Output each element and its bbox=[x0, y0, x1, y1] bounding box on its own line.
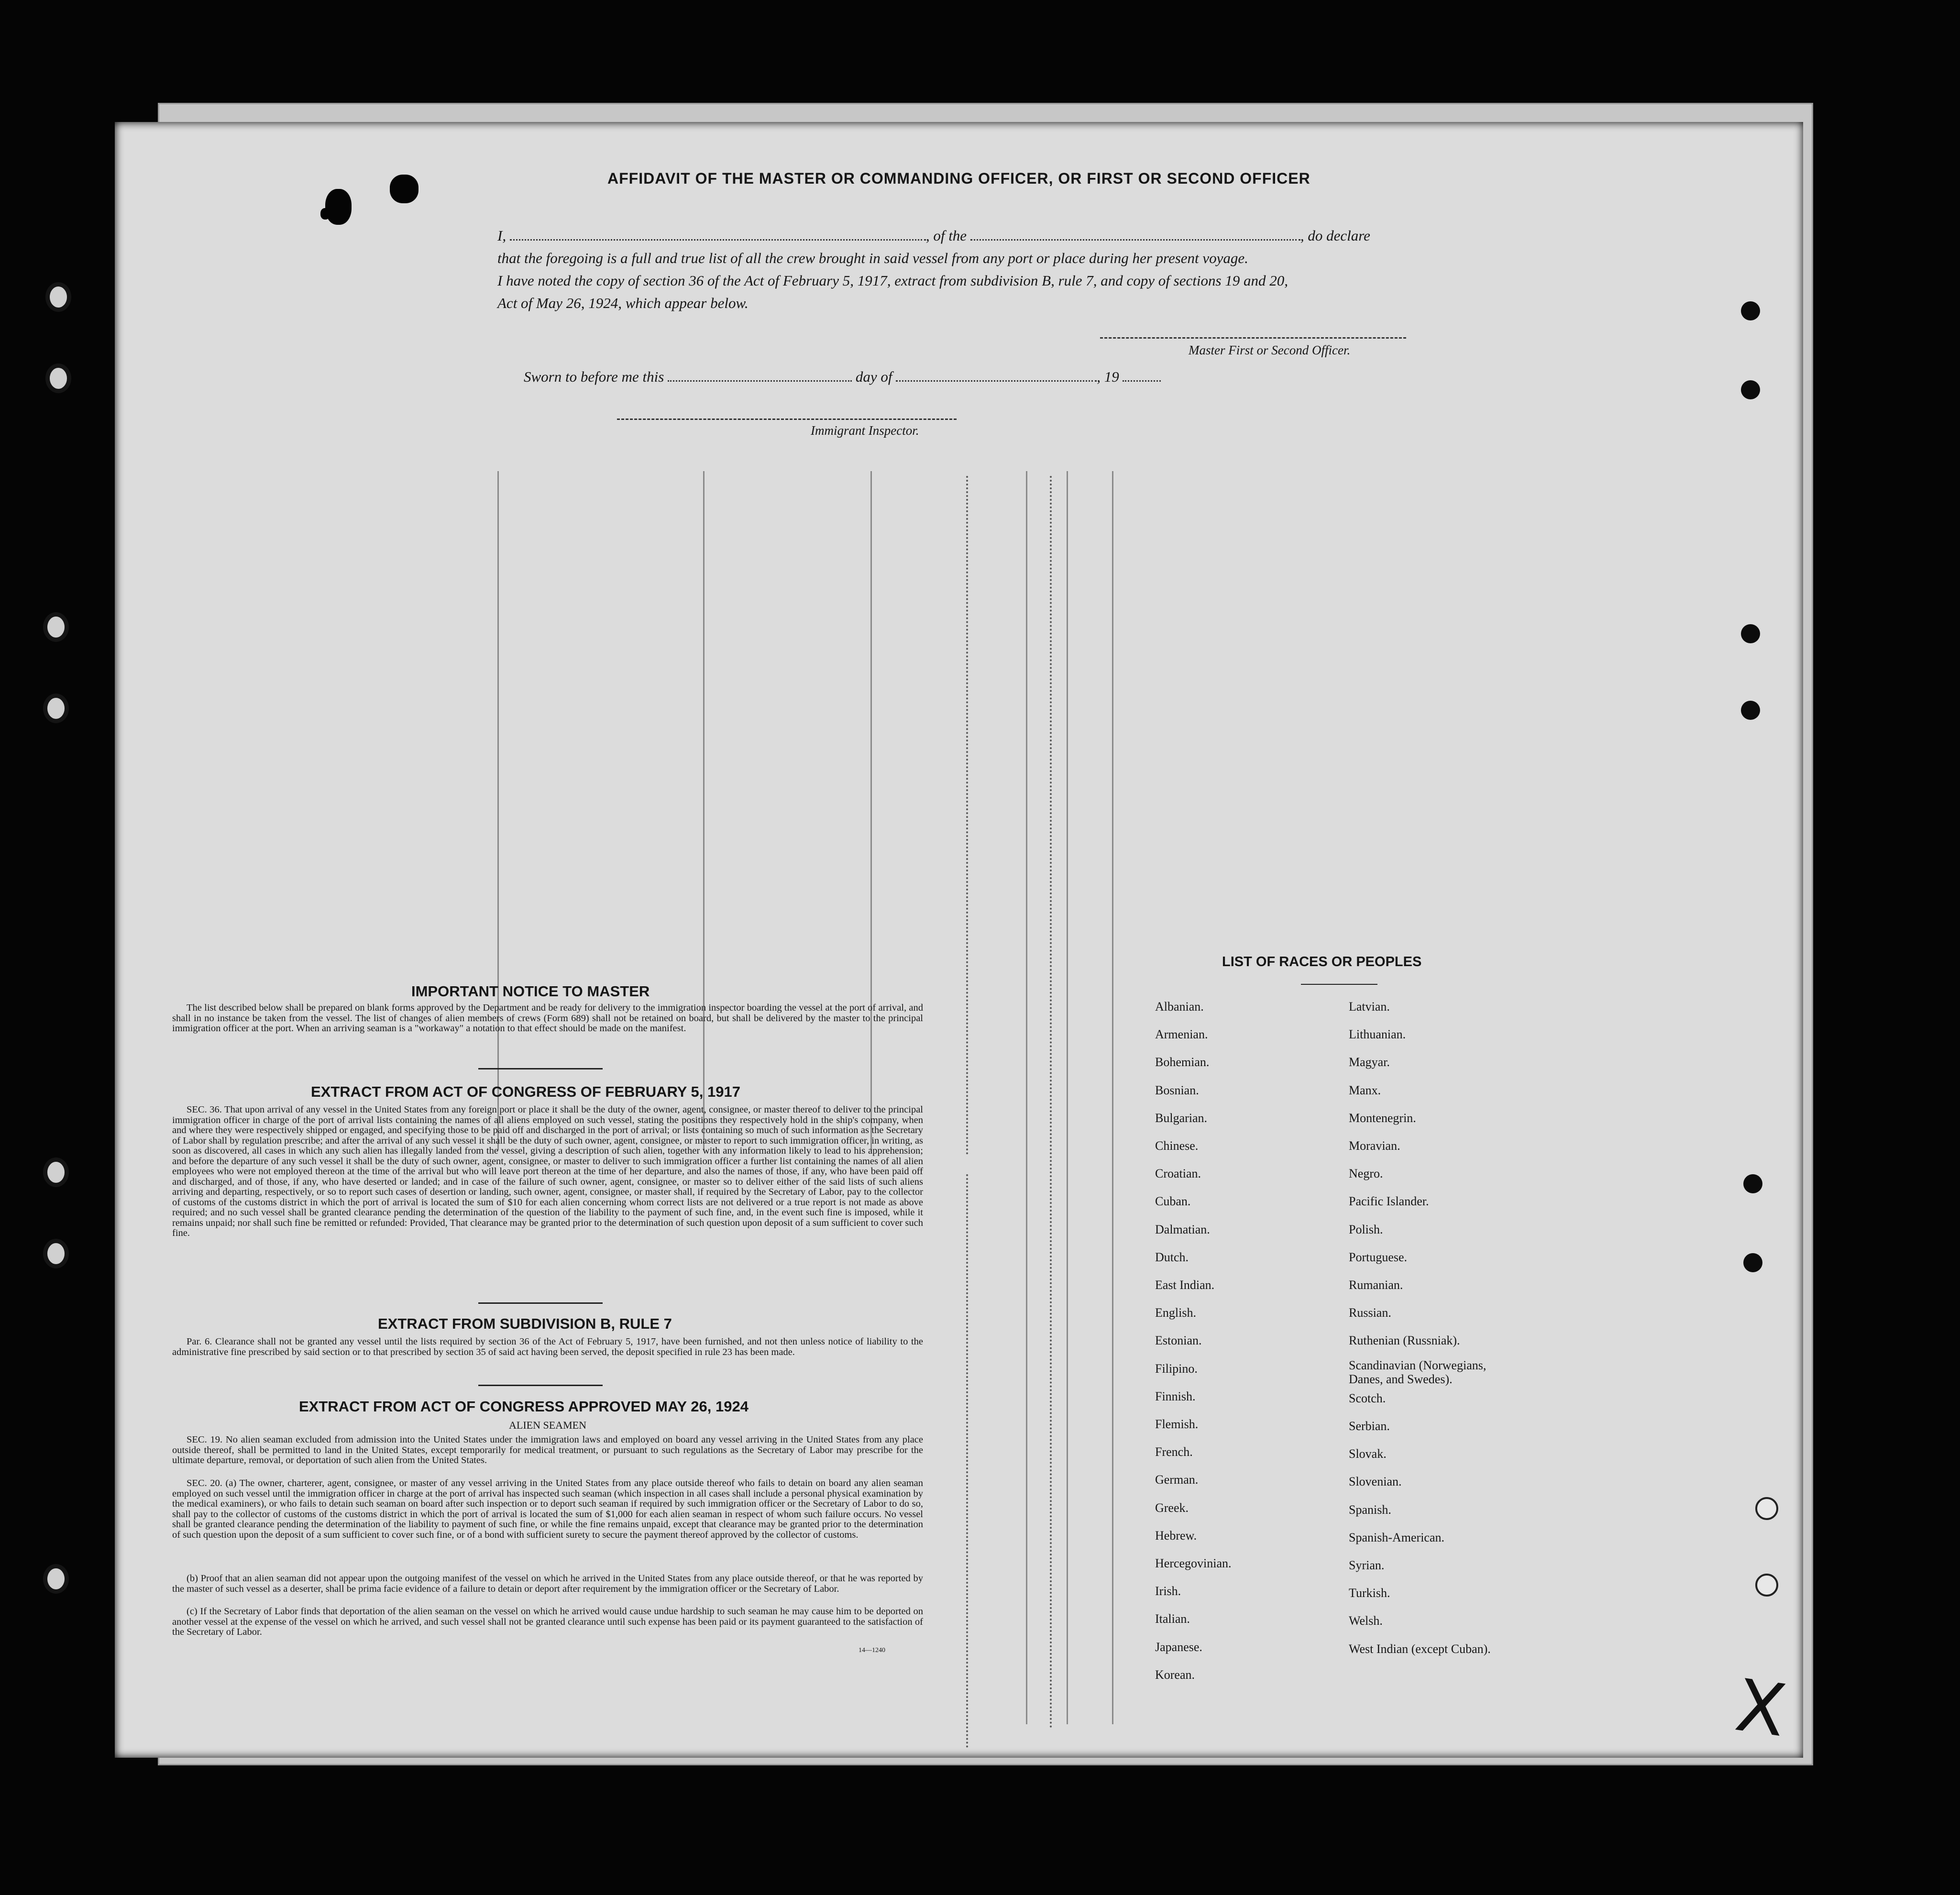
ink-blot bbox=[404, 179, 410, 185]
punch-hole bbox=[1743, 1253, 1762, 1272]
affidavit-line-3: I have noted the copy of section 36 of the Act of February 5, 1917, extract from subdivision B, rule 7, and copy of sections 19 and 20, bbox=[497, 272, 1288, 289]
punch-hole bbox=[1741, 701, 1760, 720]
race-item: Bulgarian. bbox=[1155, 1111, 1208, 1125]
race-item: French. bbox=[1155, 1445, 1193, 1459]
extract-1917-text: SEC. 36. That upon arrival of any vessel in the United States from any foreign port or place it shall be the duty of the owner, agent, consignee, or master thereof to deliver to the principal immigration officer in charge of the port of arrival lists containing the names of all aliens employed on such vessel, stating the positions they respectively hold in the ship's company, when and where they were respectively shipped or engaged, and specifying those to be paid off and discharged in the port of arrival; or lists containing so much of such information as the Secretary of Labor shall by regulation prescribe; and after the arrival of any such vessel it shall be the duty of such owner, agent, consignee, or master to report to such immigration officer, in writing, as soon as discovered, all cases in which any such alien has illegally landed from the vessel, giving a description of such alien, together with any information likely to lead to his apprehension; and before the departure of any such vessel it shall be the duty of such owner, agent, consignee, or master to deliver to such immigration officer a further list containing the names of all alien employees who were not employed thereon at the time of the arrival but who will leave port thereon at the time of her departure, and also the names of those, if any, who have been paid off and discharged, and of those, if any, who have deserted or landed; and in case of the failure of such owner, agent, consignee, or master so to deliver either of the said lists of such aliens arriving and departing, respectively, or so to report such cases of desertion or landing, such owner, agent, consignee, or master shall, if required by the Secretary of Labor, pay to the collector of customs of the customs district in which the port of arrival is located the sum of $10 for each alien concerning whom correct lists are not delivered or a true report is not made as above required; and no such vessel shall be granted clearance pending the determination of the question of the liability to the payment of such fine, and, in the event such fine is imposed, while it remains unpaid; nor shall such fine be remitted or refunded: Provided, That clearance may be granted prior to the determination of such question upon deposit of a sum sufficient to cover such fine. bbox=[172, 1104, 923, 1238]
sec20b-text: (b) Proof that an alien seaman did not appear upon the outgoing manifest of the vessel on which he arrived in the United States from any place outside thereof, or that he was reported by the master of such vessel as a deserter, shall be prima facie evidence of a failure to detain or deport after requirement by the immigration officer or the Secretary of Labor. bbox=[172, 1573, 923, 1594]
race-item: Turkish. bbox=[1349, 1586, 1390, 1600]
sworn-day-blank[interactable] bbox=[668, 380, 852, 382]
race-item: Serbian. bbox=[1349, 1419, 1390, 1433]
punch-hole bbox=[1741, 624, 1760, 643]
race-item: Armenian. bbox=[1155, 1027, 1208, 1042]
race-item: Spanish-American. bbox=[1349, 1530, 1445, 1544]
race-item: Dutch. bbox=[1155, 1250, 1189, 1264]
sworn-label: Sworn to before me this bbox=[524, 368, 664, 385]
race-item: Spanish. bbox=[1349, 1502, 1391, 1517]
race-item: Pacific Islander. bbox=[1349, 1194, 1429, 1209]
ink-blot bbox=[320, 208, 330, 220]
extract-rule7-text: Par. 6. Clearance shall not be granted any vessel until the lists required by section 36 of the Act of February 5, 1917, have been furnished, and not then unless notice of liability to the administrative fine prescribed by said section or to that prescribed by section 35 of said act having been served, the deposit specified in rule 23 has been made. bbox=[172, 1336, 923, 1357]
punch-hole bbox=[1741, 380, 1760, 399]
race-item: Hebrew. bbox=[1155, 1528, 1197, 1542]
inspector-signature-line[interactable] bbox=[617, 419, 957, 420]
sworn-year-blank[interactable] bbox=[1123, 380, 1161, 382]
race-item: Croatian. bbox=[1155, 1167, 1201, 1181]
race-item: Portuguese. bbox=[1349, 1250, 1408, 1264]
punch-hole bbox=[1743, 1174, 1762, 1193]
races-heading: LIST OF RACES OR PEOPLES bbox=[1222, 954, 1422, 970]
race-item: Albanian. bbox=[1155, 1000, 1204, 1014]
race-item: Flemish. bbox=[1155, 1417, 1199, 1431]
day-of-label: day of bbox=[855, 368, 892, 385]
section-divider bbox=[478, 1385, 603, 1386]
sec20c-text: (c) If the Secretary of Labor finds that deportation of the alien seaman on the vessel on which he arrived would cause undue hardship to such seaman he may cause him to be deported on another vessel at the expense of the vessel on which he arrived, and such vessel shall not be granted clearance until such expense has been paid or its payment guaranteed to the satisfaction of the Secretary of Labor. bbox=[172, 1606, 923, 1637]
race-item: Lithuanian. bbox=[1349, 1027, 1406, 1042]
of-the-label: , of the bbox=[925, 227, 967, 244]
race-item: English. bbox=[1155, 1306, 1196, 1320]
notice-text: The list described below shall be prepared on blank forms approved by the Department and be ready for delivery to the immigration inspector boarding the vessel at the port of arrival, and shall in no instance be taken from the vessel. The list of changes of alien members of crews (Form 689) shall not be retained on board, but shall be delivered by the master to the principal immigration officer at the port. When an arriving seaman is a "workaway" a notation to that effect should be made on the manifest. bbox=[172, 1003, 923, 1034]
ink-blot bbox=[390, 175, 418, 203]
race-item: Cuban. bbox=[1155, 1194, 1191, 1209]
extract-rule7-heading: EXTRACT FROM SUBDIVISION B, RULE 7 bbox=[378, 1315, 672, 1332]
race-item: Rumanian. bbox=[1349, 1278, 1403, 1292]
race-item: Moravian. bbox=[1349, 1139, 1400, 1153]
race-item: Syrian. bbox=[1349, 1558, 1385, 1572]
handwritten-mark: X bbox=[1730, 1664, 1791, 1753]
race-item: Welsh. bbox=[1349, 1614, 1383, 1628]
alien-seamen-subheading: ALIEN SEAMEN bbox=[509, 1419, 586, 1431]
affidavit-title: AFFIDAVIT OF THE MASTER OR COMMANDING OFFICER, OR FIRST OR SECOND OFFICER bbox=[607, 170, 1310, 187]
extract-1924-heading: EXTRACT FROM ACT OF CONGRESS APPROVED MAY 26, 1924 bbox=[299, 1398, 749, 1415]
sworn-month-blank[interactable] bbox=[896, 380, 1097, 382]
race-item: Magyar. bbox=[1349, 1055, 1390, 1069]
race-item: Estonian. bbox=[1155, 1333, 1202, 1348]
race-item: Danes, and Swedes). bbox=[1349, 1372, 1453, 1386]
sec19-text: SEC. 19. No alien seaman excluded from admission into the United States under the immigration laws and employed on board any vessel arriving in the United States from any place outside thereof, shall be permitted to land in the United States, except temporarily for medical treatment, or pursuant to such regulations as the Secretary of Labor may prescribe for the ultimate departure, removal, or deportation of such alien from the United States. bbox=[172, 1434, 923, 1465]
race-item: Scandinavian (Norwegians, bbox=[1349, 1358, 1487, 1372]
binder-ring bbox=[45, 282, 71, 312]
sec20a-text: SEC. 20. (a) The owner, charterer, agent, consignee, or master of any vessel arriving in the United States from any place outside thereof who fails to detain on board any alien seaman employed on such vessel until the immigration officer in charge at the port of arrival has inspected such seaman (which inspection in all cases shall include a personal physical examination by the medical examiners), or who fails to detain such seaman on board after such inspection or to deport such seaman if required by such immigration officer or the Secretary of Labor to do so, shall pay to the collector of customs of the customs district in which the port of arrival is located the sum of $1,000 for each alien seaman in respect of whom such failure occurs. No vessel shall be granted clearance pending the determination of the liability to payment of such fine, or while the fine remains unpaid, except that clearance may be granted prior to the determination of such question upon the deposit of a sum sufficient to cover such fine, or of a bond with sufficient surety to secure the payment thereof approved by the collector of customs. bbox=[172, 1478, 923, 1540]
master-signature-line[interactable] bbox=[1100, 337, 1406, 339]
vessel-blank[interactable] bbox=[970, 239, 1300, 241]
sworn-line bbox=[524, 368, 1161, 386]
binder-ring bbox=[45, 364, 71, 393]
column-rule bbox=[703, 471, 705, 1150]
affidavit-line-4: Act of May 26, 1924, which appear below. bbox=[497, 295, 749, 311]
race-item: Scotch. bbox=[1349, 1391, 1386, 1405]
extract-1917-heading: EXTRACT FROM ACT OF CONGRESS OF FEBRUARY 5, 1917 bbox=[311, 1083, 740, 1100]
race-item: Filipino. bbox=[1155, 1361, 1198, 1376]
race-item: Russian. bbox=[1349, 1306, 1391, 1320]
binder-ring bbox=[43, 694, 69, 723]
name-blank[interactable] bbox=[510, 239, 926, 241]
race-item: Italian. bbox=[1155, 1612, 1190, 1626]
race-item: Irish. bbox=[1155, 1584, 1181, 1598]
race-item: German. bbox=[1155, 1473, 1199, 1487]
inspector-caption: Immigrant Inspector. bbox=[811, 423, 919, 438]
year-label: , 19 bbox=[1097, 368, 1119, 385]
race-item: Bohemian. bbox=[1155, 1055, 1210, 1069]
race-item: Dalmatian. bbox=[1155, 1222, 1210, 1236]
race-item: Slovenian. bbox=[1349, 1475, 1402, 1489]
column-rule bbox=[1112, 471, 1113, 1724]
race-item: Polish. bbox=[1349, 1222, 1383, 1236]
race-item: Finnish. bbox=[1155, 1389, 1196, 1403]
race-item: Korean. bbox=[1155, 1667, 1195, 1682]
race-item: East Indian. bbox=[1155, 1278, 1215, 1292]
race-item: Manx. bbox=[1349, 1083, 1381, 1097]
affidavit-declaration-line bbox=[497, 227, 1370, 244]
punch-hole bbox=[1755, 1497, 1778, 1520]
affidavit-line-2: that the foregoing is a full and true list of all the crew brought in said vessel from any port or place during her present voyage. bbox=[497, 250, 1248, 266]
race-item: Hercegovinian. bbox=[1155, 1556, 1232, 1570]
manifest-page bbox=[115, 122, 1803, 1758]
race-item: Latvian. bbox=[1349, 1000, 1390, 1014]
bleed-through bbox=[402, 442, 411, 461]
race-item: Negro. bbox=[1349, 1167, 1383, 1181]
do-declare-label: , do declare bbox=[1300, 227, 1370, 244]
binder-ring bbox=[43, 1157, 69, 1187]
column-rule bbox=[966, 476, 968, 1155]
races-divider bbox=[1301, 984, 1377, 985]
punch-hole bbox=[1755, 1574, 1778, 1597]
punch-hole bbox=[1741, 301, 1760, 320]
binder-ring bbox=[43, 1239, 69, 1268]
binder-ring bbox=[43, 1564, 69, 1594]
race-item: Chinese. bbox=[1155, 1139, 1199, 1153]
column-rule bbox=[497, 471, 499, 1150]
column-rule bbox=[870, 471, 872, 1150]
binder-ring bbox=[43, 612, 69, 642]
race-item: Bosnian. bbox=[1155, 1083, 1199, 1097]
race-item: Japanese. bbox=[1155, 1640, 1202, 1654]
section-divider bbox=[478, 1068, 603, 1069]
race-item: Montenegrin. bbox=[1349, 1111, 1416, 1125]
column-rule bbox=[1067, 471, 1068, 1724]
notice-heading: IMPORTANT NOTICE TO MASTER bbox=[411, 983, 650, 1000]
race-item: Greek. bbox=[1155, 1500, 1189, 1515]
race-item: West Indian (except Cuban). bbox=[1349, 1642, 1491, 1656]
column-rule bbox=[1026, 471, 1027, 1724]
column-rule bbox=[1050, 476, 1052, 1729]
column-rule bbox=[966, 1174, 968, 1748]
section-divider bbox=[478, 1302, 603, 1304]
race-item: Ruthenian (Russniak). bbox=[1349, 1333, 1460, 1348]
master-caption: Master First or Second Officer. bbox=[1189, 343, 1351, 357]
ink-blot bbox=[325, 189, 352, 225]
race-item: Slovak. bbox=[1349, 1447, 1387, 1461]
form-number: 14—1240 bbox=[859, 1647, 885, 1654]
i-label: I, bbox=[497, 227, 507, 244]
